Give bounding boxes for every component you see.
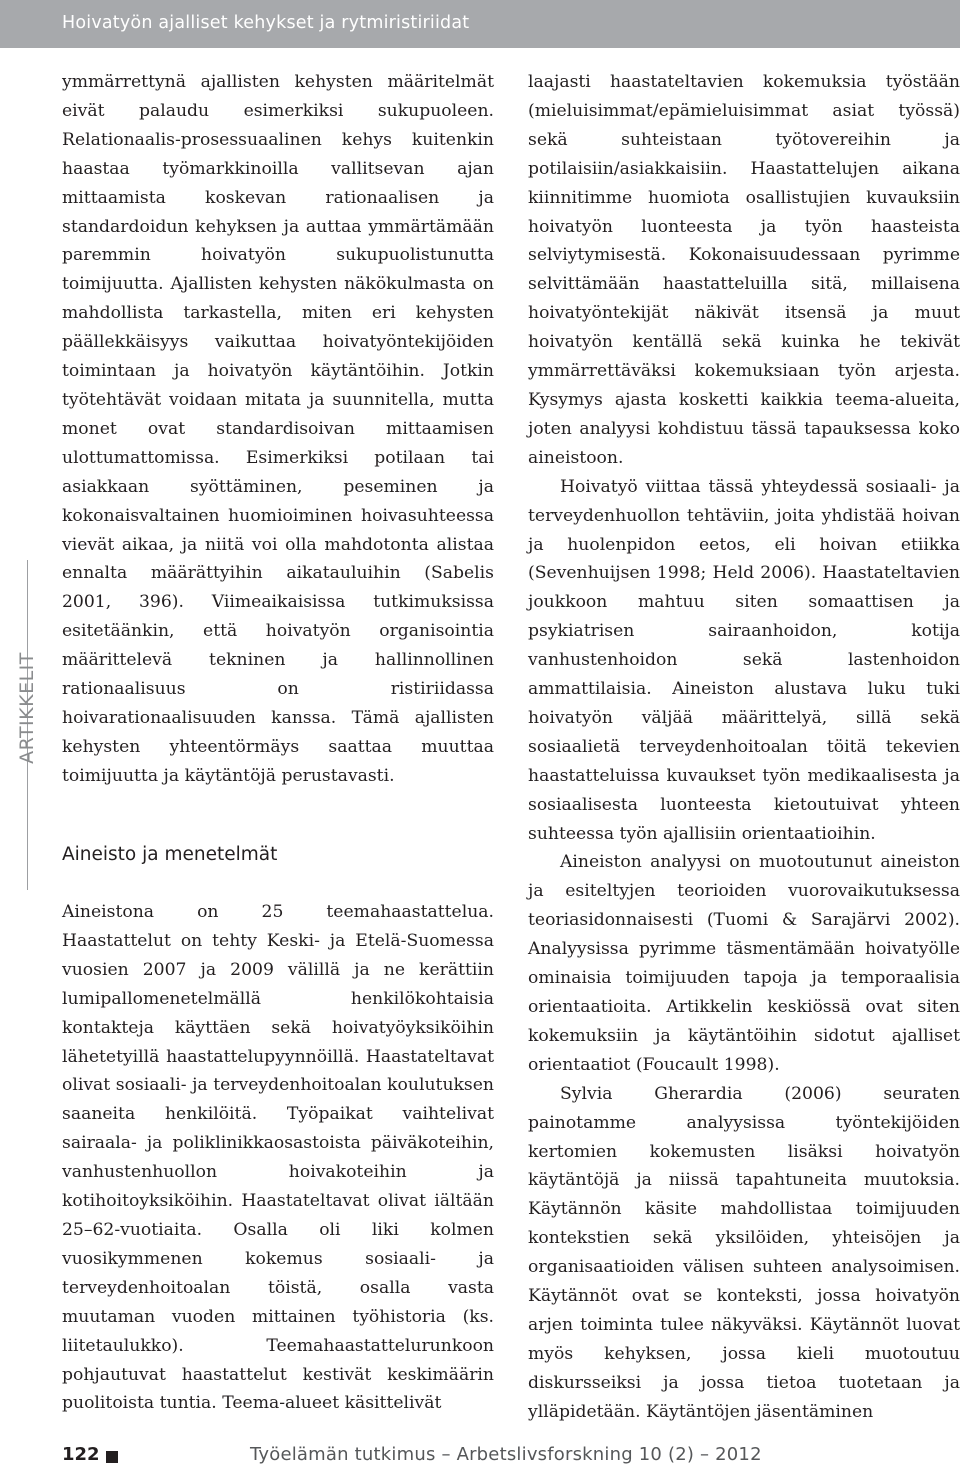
left-column — [62, 68, 494, 791]
square-bullet-icon — [106, 1451, 118, 1463]
paragraph: ymmärrettynä ajallisten kehysten määritelmät eivät palaudu esimerkiksi sukupuoleen. Relationaalis-prosessuaalinen kehys kuitenkin haastaa työmarkkinoilla vallitsevan ajan mittaamista koskevan rationaalisen ja standardoidun kehyksen ja auttaa ymmärtämään paremmin hoivatyön sukupuolistunutta toimijuutta. Ajallisten kehysten näkökulmasta on mahdollista tarkastella, miten eri kehysten päällekkäisyys vaikuttaa hoivatyöntekijöiden toimintaan ja hoivatyön käytäntöihin. Jotkin työtehtävät voidaan mitata ja suunnitella, mutta monet ovat standardisoivan mittaamisen ulottumattomissa. Esimerkiksi potilaan tai asiakkaan syöttäminen, peseminen ja kokonaisvaltainen huomioiminen hoivasuhteessa vievät aikaa, ja niitä voi olla mahdotonta alistaa ennalta määrättyihin aikatauluihin (Sabelis 2001, 396). Viimeaikaisissa tutkimuksissa esitetäänkin, että hoivatyön organisointia määrittelevä tekninen ja hallinnollinen rationaalisuus on ristiriidassa hoivarationaalisuuden kanssa. Tämä ajallisten kehysten yhteentörmäys saattaa muuttaa toimijuutta ja käytäntöjä perustavasti. — [62, 72, 494, 786]
paragraph: Sylvia Gherardia (2006) seuraten painotamme analyysissa työntekijöiden kertomien kokemusten lisäksi hoivatyön käytäntöjä ja niissä tapahtuneita muutoksia. Käytännön käsite mahdollistaa toimijuuden kontekstien sekä yksilöiden, yhteisöjen ja organisaatioiden välisen suhteen analysoimisen. Käytännöt ovat se konteksti, jossa hoivatyön arjen toiminta tulee näkyväksi. Käytännöt luovat myös kehyksen, jossa kieli muotoutuu diskursseiksi ja jossa tietoa tuotetaan ja ylläpidetään. Käytäntöjen jäsentäminen — [528, 1083, 960, 1422]
paragraph: Aineistona on 25 teemahaastattelua. Haastattelut on tehty Keski- ja Etelä-Suomessa vuosien 2007 ja 2009 välillä ja ne kerättiin lumipallomenetelmällä henkilökohtaisia kontakteja käyttäen sekä hoivatyöyksiköihin lähetetyillä haastattelupyynnöillä. Haastateltavat olivat sosiaali- ja terveydenhoitoalan koulutuksen saaneita henkilöitä. Työpaikat vaihtelivat sairaala- ja poliklinikkaosastoista päiväkoteihin, vanhustenhuollon hoivakoteihin ja kotihoitoyksiköihin. Haastateltavat olivat iältään 25–62-vuotiaita. Osalla oli liki kolmen vuosikymmenen kokemus sosiaali- ja terveydenhoitoalan töistä, osalla vasta muutaman vuoden mittainen työhistoria (ks. liitetaulukko). Teemahaastattelurunkoon pohjautuvat haastattelut kestivät keskimäärin puolitoista tuntia. Teema-alueet käsittelivät — [62, 902, 494, 1414]
paragraph: Hoivatyö viittaa tässä yhteydessä sosiaali- ja terveydenhuollon tehtäviin, joita yhdistää hoivan ja huolenpidon eetos, eli hoivan etiikka (Sevenhuijsen 1998; Held 2006). Haastateltavien joukkoon mahtuu siten somaattisen ja psykiatrisen sairaanhoidon, kotija vanhustenhoidon sekä lastenhoidon ammattilaisia. Aineiston alustava luku tuki hoivatyön väljää määrittelyä, sillä sekä sosiaalietä terveydenhoitoalan töitä tekevien haastatteluissa kuvaukset työn medikaalisesta ja sosiaalisesta luonteesta kietoutuivat yhteen suhteessa työn ajallisiin orientaatioihin. — [528, 476, 960, 844]
left-column-continued — [62, 898, 494, 1418]
section-heading: Aineisto ja menetelmät — [62, 844, 278, 865]
paragraph: laajasti haastateltavien kokemuksia työstään (mieluisimmat/epämieluisimmat asiat työssä) sekä suhteistaan työtovereihin ja potilaisiin/asiakkaisiin. Haastattelujen aikana kiinnitimme huomiota osallistujien kuvauksiin hoivatyön luonteesta ja työn haasteista selviytymisestä. Kokonaisuudessaan pyrimme selvittämään haastatteluilla sitä, millaisena hoivatyöntekijät näkivät itsensä ja muut hoivatyön kentällä sekä kuinka he tekivät ymmärrettäväksi kokemuksiaan työn arjesta. Kysymys ajasta kosketti kaikkia teema-alueita, joten analyysi kohdistuu tässä tapauksessa koko aineistoon. — [528, 72, 960, 468]
journal-citation: Työelämän tutkimus – Arbetslivsforskning 10 (2) – 2012 — [250, 1444, 762, 1465]
page-footer — [0, 1440, 960, 1473]
right-column — [528, 68, 960, 1427]
page-number: 122 — [62, 1444, 100, 1465]
running-header-title: Hoivatyön ajalliset kehykset ja rytmiristiriidat — [62, 13, 470, 33]
section-side-label: ARTIKKELIT — [16, 652, 38, 764]
running-header-bar — [0, 0, 960, 48]
paragraph: Aineiston analyysi on muotoutunut aineiston ja esiteltyjen teorioiden vuorovaikutuksessa teoriasidonnaisesti (Tuomi & Sarajärvi 2002). Analyysissa pyrimme täsmentämään hoivatyölle ominaisia toimijuuden tapoja ja temporaalisia orientaatioita. Artikkelin keskiössä ovat siten kokemuksiin ja käytäntöihin sidotut ajalliset orientaatiot (Foucault 1998). — [528, 852, 960, 1075]
